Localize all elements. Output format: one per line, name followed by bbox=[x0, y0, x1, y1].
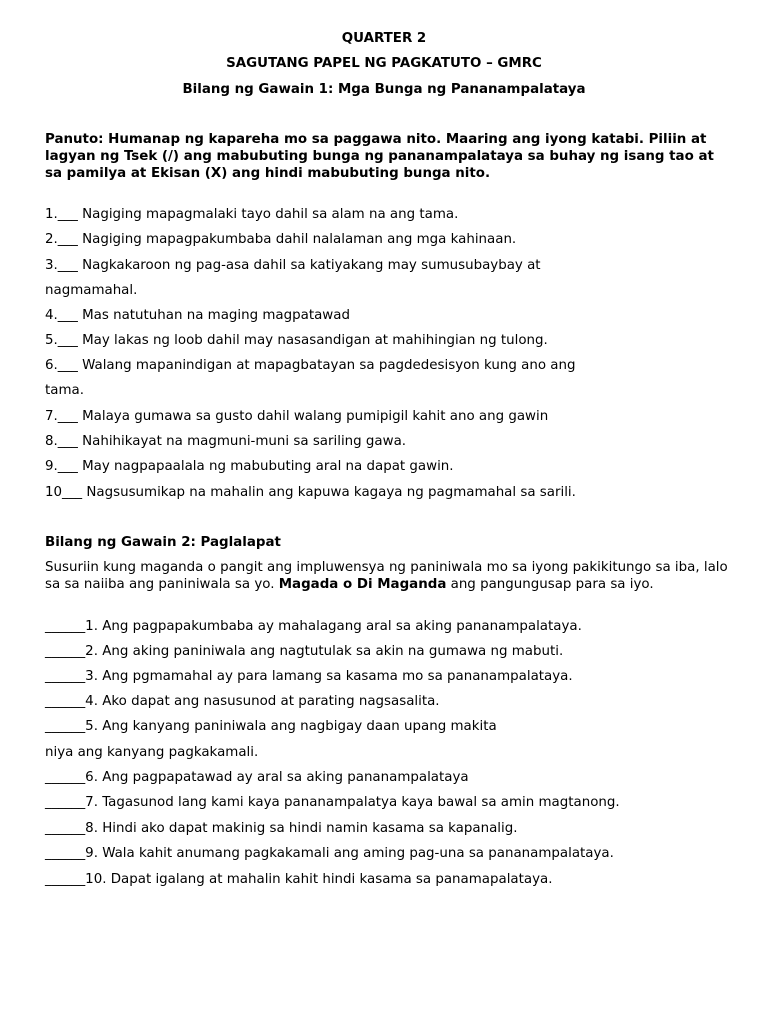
activity2-item: ______2. Ang aking paniniwala ang nagtutulak sa akin na gumawa ng mabuti. bbox=[45, 644, 564, 659]
activity2-item: ______3. Ang pgmamahal ay para lamang sa kasama mo sa pananampalataya. bbox=[45, 669, 573, 684]
activity1-item-continuation: nagmamahal. bbox=[45, 283, 138, 298]
activity1-item-continuation: tama. bbox=[45, 383, 84, 398]
activity2-instructions-post: ang pangungusap para sa iyo. bbox=[446, 577, 654, 592]
activity2-instructions bbox=[45, 559, 735, 593]
activity1-item: 7.___ Malaya gumawa sa gusto dahil walang pumipigil kahit ano ang gawin bbox=[45, 409, 549, 424]
activity2-item: ______7. Tagasunod lang kami kaya pananampalatya kaya bawal sa amin magtanong. bbox=[45, 795, 620, 810]
activity2-title: Bilang ng Gawain 2: Paglalapat bbox=[45, 535, 281, 550]
document-title: SAGUTANG PAPEL NG PAGKATUTO – GMRC bbox=[226, 56, 542, 71]
activity1-item: 9.___ May nagpapaalala ng mabubuting aral na dapat gawin. bbox=[45, 459, 454, 474]
activity1-item: 10___ Nagsusumikap na mahalin ang kapuwa kagaya ng pagmamahal sa sarili. bbox=[45, 485, 576, 500]
activity2-item: ______4. Ako dapat ang nasusunod at parating nagsasalita. bbox=[45, 694, 440, 709]
activity1-instructions: Panuto: Humanap ng kapareha mo sa paggawa nito. Maaring ang iyong katabi. Piliin at lagyan ng Tsek (/) ang mabubuting bunga ng pananampalataya sa buhay ng isang tao at sa pamilya at Ekisan (X) ang hindi mabubuting bunga nito. bbox=[45, 132, 714, 181]
activity1-item: 5.___ May lakas ng loob dahil may nasasandigan at mahihingian ng tulong. bbox=[45, 333, 548, 348]
activity1-item: 6.___ Walang mapanindigan at mapagbatayan sa pagdedesisyon kung ano ang bbox=[45, 358, 576, 373]
activity1-item: 2.___ Nagiging mapagpakumbaba dahil nalalaman ang mga kahinaan. bbox=[45, 232, 517, 247]
activity2-item: ______9. Wala kahit anumang pagkakamali ang aming pag-una sa pananampalataya. bbox=[45, 846, 614, 861]
activity1-item: 4.___ Mas natutuhan na maging magpatawad bbox=[45, 308, 350, 323]
activity2-item: ______10. Dapat igalang at mahalin kahit hindi kasama sa panamapalataya. bbox=[45, 872, 553, 887]
activity2-item: ______1. Ang pagpapakumbaba ay mahalagang aral sa aking pananampalataya. bbox=[45, 619, 582, 634]
activity2-item: ______5. Ang kanyang paniniwala ang nagbigay daan upang makita bbox=[45, 719, 497, 734]
activity1-item: 8.___ Nahihikayat na magmuni-muni sa sariling gawa. bbox=[45, 434, 407, 449]
activity2-item: ______6. Ang pagpapatawad ay aral sa aking pananampalataya bbox=[45, 770, 469, 785]
activity2-item: ______8. Hindi ako dapat makinig sa hindi namin kasama sa kapanalig. bbox=[45, 821, 518, 836]
activity2-item-continuation: niya ang kanyang pagkakamali. bbox=[45, 745, 259, 760]
activity1-title: Bilang ng Gawain 1: Mga Bunga ng Pananampalataya bbox=[182, 82, 586, 97]
quarter-heading: QUARTER 2 bbox=[341, 31, 427, 46]
activity2-instructions-emphasis: Magada o Di Maganda bbox=[278, 577, 447, 592]
activity1-item: 3.___ Nagkakaroon ng pag-asa dahil sa katiyakang may sumusubaybay at bbox=[45, 258, 541, 273]
activity1-item: 1.___ Nagiging mapagmalaki tayo dahil sa alam na ang tama. bbox=[45, 207, 459, 222]
activity2-instructions-pre: Susuriin kung maganda o pangit ang impluwensya ng paniniwala mo sa iyong pakikitungo sa iba, lalo sa sa naiiba ang paniniwala sa yo. bbox=[45, 560, 728, 592]
